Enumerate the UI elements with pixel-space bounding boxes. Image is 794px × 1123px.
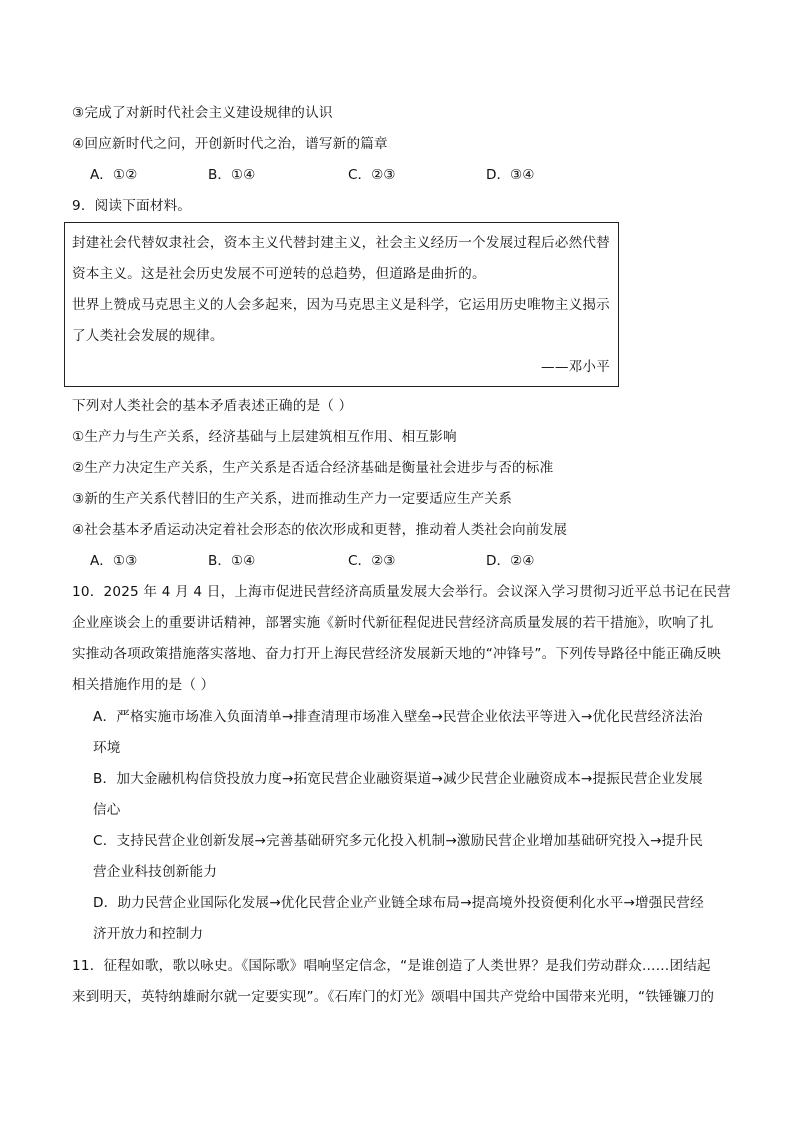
q9-material-line-4: 了人类社会发展的规律。 <box>72 328 224 344</box>
q9-stem: 9．阅读下面材料。 <box>72 198 192 214</box>
q10-option-a-line-1: A．严格实施市场准入负面清单→排查清理市场准入壁垒→民营企业依法平等进入→优化民营经济法治 <box>93 709 703 725</box>
q9-material-line-2: 资本主义。这是社会历史发展不可逆转的总趋势，但道路是曲折的。 <box>72 266 486 282</box>
q10-option-b-line-1: B．加大金融机构信贷投放力度→拓宽民营企业融资渠道→减少民营企业融资成本→提振民营企业发展 <box>93 771 703 787</box>
q9-item-3: ③新的生产关系代替旧的生产关系，进而推动生产力一定要适应生产关系 <box>72 491 512 507</box>
q9-material-line-1: 封建社会代替奴隶社会，资本主义代替封建主义，社会主义经历一个发展过程后必然代替 <box>72 235 610 251</box>
q11-stem-line-1: 11．征程如歌，歌以咏史。《国际歌》唱响坚定信念，“是谁创造了人类世界？是我们劳动群众……团结起 <box>72 958 711 974</box>
q9-option-a: A．①③ <box>90 553 138 569</box>
q10-stem-line-3: 实推动各项政策措施落实落地、奋力打开上海民营经济发展新天地的“冲锋号”。下列传导路径中能正确反映 <box>72 646 721 662</box>
q9-option-b: B．①④ <box>208 553 256 569</box>
q9-material-line-3: 世界上赞成马克思主义的人会多起来，因为马克思主义是科学，它运用历史唯物主义揭示 <box>72 297 610 313</box>
q9-item-2: ②生产力决定生产关系，生产关系是否适合经济基础是衡量社会进步与否的标准 <box>72 460 554 476</box>
q8-options <box>90 165 590 185</box>
q10-option-d-line-2: 济开放力和控制力 <box>93 926 204 942</box>
q10-option-c-line-1: C．支持民营企业创新发展→完善基础研究多元化投入机制→激励民营企业增加基础研究投入→提升民 <box>93 833 704 849</box>
q9-item-4: ④社会基本矛盾运动决定着社会形态的依次形成和更替，推动着人类社会向前发展 <box>72 522 568 538</box>
q10-stem-line-1: 10．2025 年 4 月 4 日，上海市促进民营经济高质量发展大会举行。会议深入学习贯彻习近平总书记在民营 <box>72 584 731 600</box>
q9-material-box <box>64 222 619 387</box>
q9-material-source: ——邓小平 <box>541 359 610 375</box>
q10-option-b-line-2: 信心 <box>93 802 121 818</box>
q8-option-d: D．③④ <box>486 167 535 183</box>
q10-stem-line-2: 企业座谈会上的重要讲话精神，部署实施《新时代新征程促进民营经济高质量发展的若干措施》，吹响了扎 <box>72 615 714 631</box>
q9-item-1: ①生产力与生产关系，经济基础与上层建筑相互作用、相互影响 <box>72 429 457 445</box>
q8-item-3: ③完成了对新时代社会主义建设规律的认识 <box>72 105 333 121</box>
q10-option-a-line-2: 环境 <box>93 740 121 756</box>
q9-options <box>90 551 590 571</box>
q10-stem-line-4: 相关措施作用的是（ ） <box>72 677 215 693</box>
q8-option-c: C．②③ <box>348 167 396 183</box>
q9-question: 下列对人类社会的基本矛盾表述正确的是（ ） <box>72 398 353 414</box>
q9-option-c: C．②③ <box>348 553 396 569</box>
q10-option-d-line-1: D．助力民营企业国际化发展→优化民营企业产业链全球布局→提高境外投资便利化水平→增强民营经 <box>93 895 704 911</box>
q10-option-c-line-2: 营企业科技创新能力 <box>93 864 218 880</box>
q9-option-d: D．②④ <box>486 553 535 569</box>
q8-option-a: A．①② <box>90 167 138 183</box>
q11-stem-line-2: 来到明天，英特纳雄耐尔就一定要实现”。《石库门的灯光》颂唱中国共产党给中国带来光明，“铁锤镰刀的 <box>72 989 715 1005</box>
q8-option-b: B．①④ <box>208 167 256 183</box>
q8-item-4: ④回应新时代之问，开创新时代之治，谱写新的篇章 <box>72 136 388 152</box>
